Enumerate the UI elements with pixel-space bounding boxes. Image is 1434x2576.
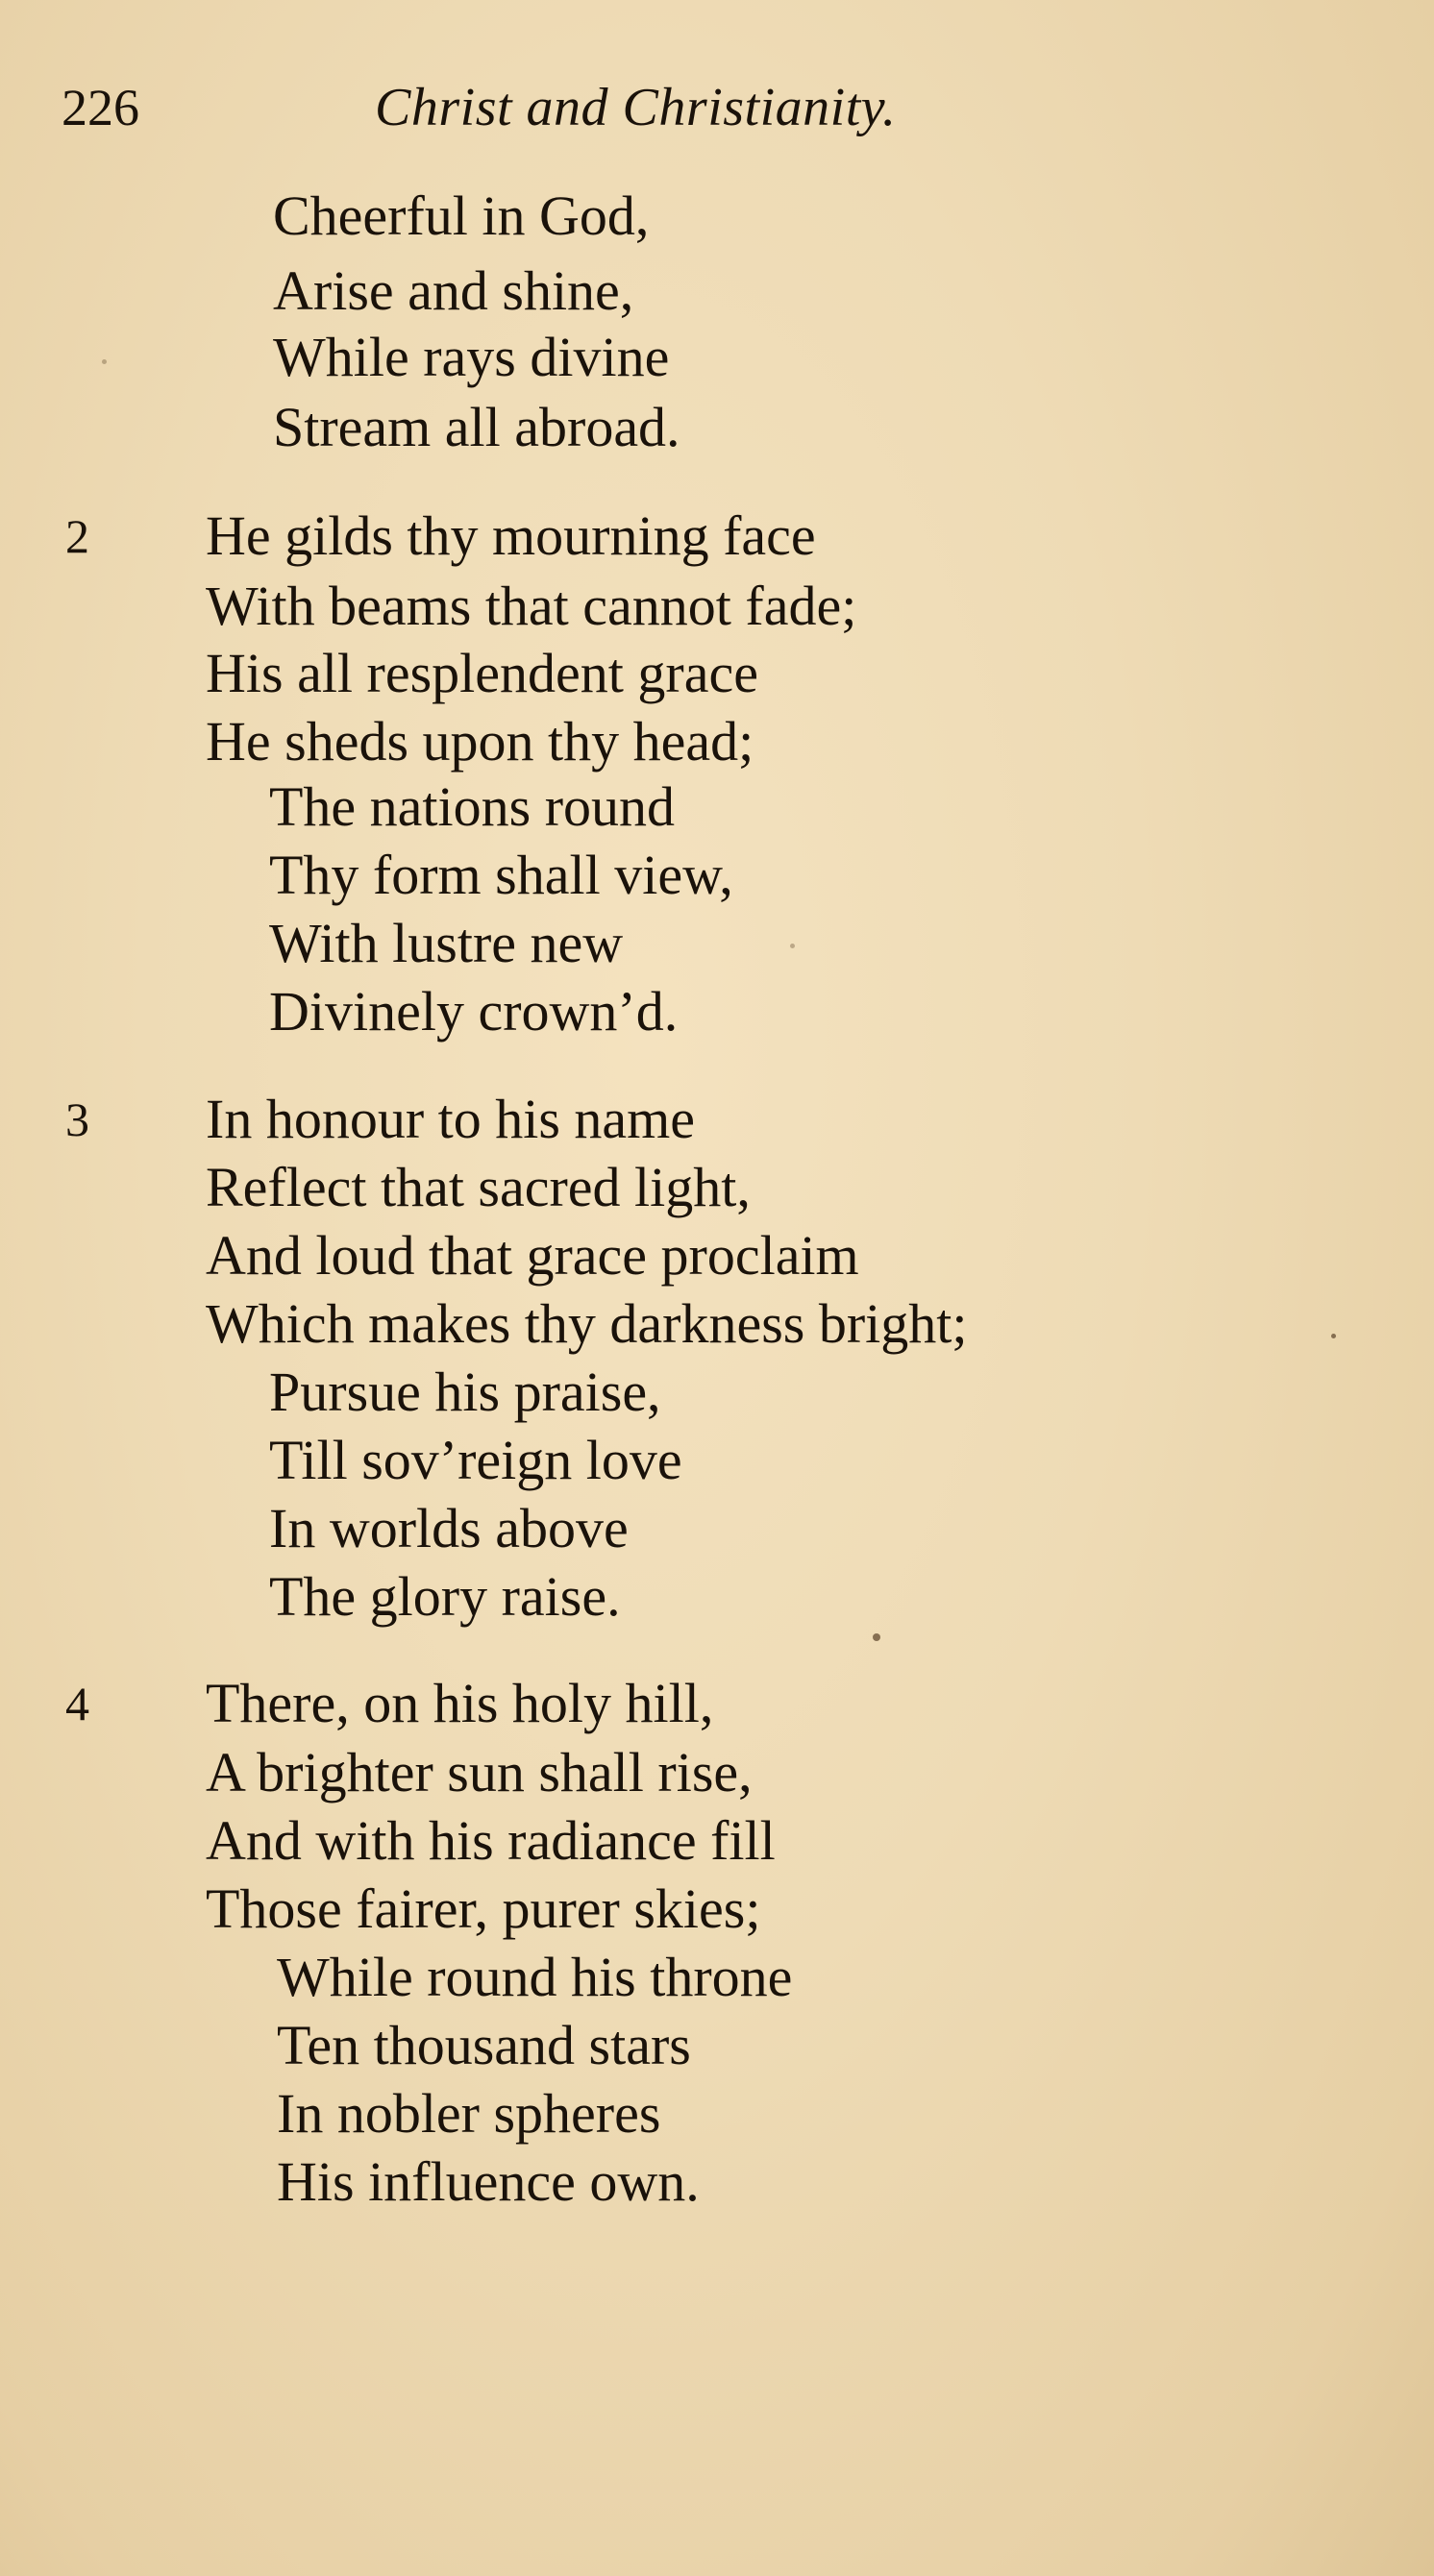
poem-line: Arise and shine, (273, 259, 634, 322)
poem-line: With beams that cannot fade; (206, 575, 857, 637)
poem-line: In worlds above (269, 1497, 629, 1559)
poem-line: Cheerful in God, (273, 184, 650, 247)
poem-line: Thy form shall view, (269, 844, 733, 906)
paper-speck (873, 1633, 880, 1641)
poem-line: The glory raise. (269, 1565, 621, 1628)
poem-line: And loud that grace proclaim (206, 1224, 859, 1287)
poem-line: Reflect that sacred light, (206, 1156, 751, 1218)
stanza-number: 2 (65, 509, 89, 563)
paper-speck (790, 944, 795, 948)
poem-line: In honour to his name (206, 1088, 696, 1150)
poem-line: There, on his holy hill, (206, 1672, 714, 1734)
poem-line: With lustre new (269, 912, 624, 974)
poem-line: While rays divine (273, 326, 670, 388)
page-number: 226 (62, 79, 139, 136)
poem-line: He gilds thy mourning face (206, 504, 816, 567)
poem-line: Which makes thy darkness bright; (206, 1292, 968, 1355)
poem-line: His all resplendent grace (206, 642, 758, 704)
page-header (62, 69, 1051, 146)
paper-speck (1331, 1334, 1336, 1338)
poem-line: Those fairer, purer skies; (206, 1877, 761, 1940)
poem-line: Pursue his praise, (269, 1361, 661, 1423)
running-title: Christ and Christianity. (375, 78, 897, 137)
poem-line: Divinely crown’d. (269, 980, 679, 1043)
poem-line: Ten thousand stars (277, 2014, 691, 2076)
poem-line: While round his throne (277, 1946, 793, 2008)
poem-line: He sheds upon thy head; (206, 710, 754, 773)
stanza-number: 3 (65, 1092, 89, 1146)
poem-line: And with his radiance fill (206, 1809, 776, 1872)
poem-line: The nations round (269, 775, 676, 838)
poem-line: A brighter sun shall rise, (206, 1741, 753, 1803)
stanza-number: 4 (65, 1677, 89, 1730)
poem-line: Till sov’reign love (269, 1429, 682, 1491)
poem-line: In nobler spheres (277, 2082, 661, 2145)
poem-line: His influence own. (277, 2150, 700, 2213)
paper-speck (102, 359, 107, 364)
poem-line: Stream all abroad. (273, 396, 680, 458)
